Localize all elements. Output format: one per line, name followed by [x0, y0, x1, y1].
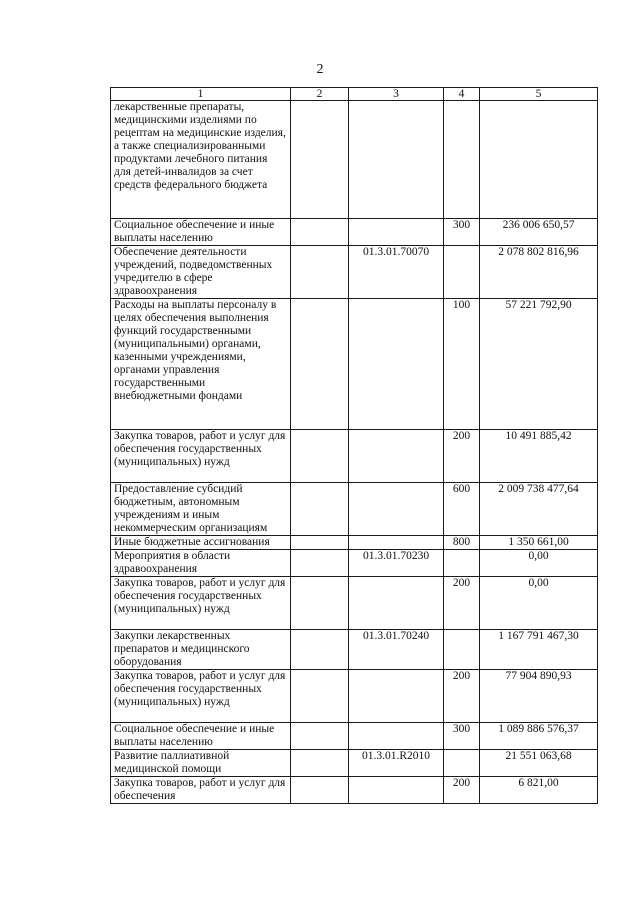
row-amount: 1 167 791 467,30 — [480, 630, 598, 670]
row-column-2 — [291, 630, 349, 670]
row-expense-type: 800 — [444, 536, 480, 550]
table-row — [111, 670, 598, 723]
row-target-code — [349, 777, 444, 804]
row-expense-type — [444, 101, 480, 219]
column-header-5: 5 — [480, 88, 598, 101]
row-amount: 1 350 661,00 — [480, 536, 598, 550]
row-amount: 0,00 — [480, 577, 598, 630]
row-name: Предоставление субсидий бюджетным, автономным учреждениям и иным некоммерческим организациям — [111, 483, 291, 536]
row-name: Закупка товаров, работ и услуг для обеспечения государственных (муниципальных) нужд — [111, 430, 291, 483]
row-amount: 0,00 — [480, 550, 598, 577]
table-body — [111, 101, 598, 804]
row-name: Закупка товаров, работ и услуг для обеспечения государственных (муниципальных) нужд — [111, 670, 291, 723]
row-name: Социальное обеспечение и иные выплаты населению — [111, 723, 291, 750]
row-amount: 77 904 890,93 — [480, 670, 598, 723]
row-amount: 2 009 738 477,64 — [480, 483, 598, 536]
row-name: Расходы на выплаты персоналу в целях обеспечения выполнения функций государственными (муниципальными) органами, казенными учреждениями, органами управления государственными внебюджетными фондами — [111, 299, 291, 430]
table-row — [111, 750, 598, 777]
row-amount: 236 006 650,57 — [480, 219, 598, 246]
table-header — [111, 88, 598, 101]
table-row — [111, 777, 598, 804]
row-amount: 10 491 885,42 — [480, 430, 598, 483]
table-row — [111, 536, 598, 550]
table-row — [111, 219, 598, 246]
table-row — [111, 577, 598, 630]
row-expense-type: 300 — [444, 219, 480, 246]
row-column-2 — [291, 550, 349, 577]
row-amount: 57 221 792,90 — [480, 299, 598, 430]
row-target-code — [349, 723, 444, 750]
table-row — [111, 101, 598, 219]
table-row — [111, 483, 598, 536]
row-column-2 — [291, 483, 349, 536]
row-column-2 — [291, 670, 349, 723]
row-target-code: 01.3.01.R2010 — [349, 750, 444, 777]
row-expense-type: 200 — [444, 577, 480, 630]
row-column-2 — [291, 750, 349, 777]
header-row — [111, 88, 598, 101]
row-target-code: 01.3.01.70240 — [349, 630, 444, 670]
row-column-2 — [291, 536, 349, 550]
row-target-code: 01.3.01.70230 — [349, 550, 444, 577]
row-name: лекарственные препараты, медицинскими изделиями по рецептам на медицинские изделия, а также специализированными продуктами лечебного питания для детей-инвалидов за счет средств федерального бюджета — [111, 101, 291, 219]
row-column-2 — [291, 219, 349, 246]
row-name: Социальное обеспечение и иные выплаты населению — [111, 219, 291, 246]
column-header-2: 2 — [291, 88, 349, 101]
row-name: Развитие паллиативной медицинской помощи — [111, 750, 291, 777]
row-amount: 6 821,00 — [480, 777, 598, 804]
row-expense-type: 100 — [444, 299, 480, 430]
row-column-2 — [291, 777, 349, 804]
row-name: Закупка товаров, работ и услуг для обеспечения государственных (муниципальных) нужд — [111, 577, 291, 630]
row-name: Закупки лекарственных препаратов и медицинского оборудования — [111, 630, 291, 670]
row-expense-type: 300 — [444, 723, 480, 750]
table-row — [111, 299, 598, 430]
row-name: Иные бюджетные ассигнования — [111, 536, 291, 550]
row-column-2 — [291, 246, 349, 299]
row-target-code — [349, 536, 444, 550]
column-header-4: 4 — [444, 88, 480, 101]
row-expense-type — [444, 630, 480, 670]
row-column-2 — [291, 723, 349, 750]
row-target-code — [349, 577, 444, 630]
row-expense-type — [444, 550, 480, 577]
row-expense-type: 200 — [444, 670, 480, 723]
table-row — [111, 246, 598, 299]
row-column-2 — [291, 101, 349, 219]
row-target-code — [349, 483, 444, 536]
row-target-code: 01.3.01.70070 — [349, 246, 444, 299]
row-expense-type: 200 — [444, 430, 480, 483]
row-target-code — [349, 219, 444, 246]
row-column-2 — [291, 299, 349, 430]
row-expense-type — [444, 246, 480, 299]
row-expense-type: 200 — [444, 777, 480, 804]
row-column-2 — [291, 430, 349, 483]
table-row — [111, 630, 598, 670]
row-name: Обеспечение деятельности учреждений, подведомственных учредителю в сфере здравоохранения — [111, 246, 291, 299]
table-row — [111, 550, 598, 577]
row-target-code — [349, 299, 444, 430]
row-name: Мероприятия в области здравоохранения — [111, 550, 291, 577]
row-amount: 21 551 063,68 — [480, 750, 598, 777]
row-target-code — [349, 101, 444, 219]
table-row — [111, 430, 598, 483]
row-expense-type — [444, 750, 480, 777]
row-amount — [480, 101, 598, 219]
row-column-2 — [291, 577, 349, 630]
row-name: Закупка товаров, работ и услуг для обеспечения — [111, 777, 291, 804]
column-header-1: 1 — [111, 88, 291, 101]
row-target-code — [349, 670, 444, 723]
column-header-3: 3 — [349, 88, 444, 101]
row-amount: 2 078 802 816,96 — [480, 246, 598, 299]
row-amount: 1 089 886 576,37 — [480, 723, 598, 750]
budget-table — [110, 87, 598, 804]
page-number: 2 — [316, 62, 324, 77]
table-row — [111, 723, 598, 750]
row-expense-type: 600 — [444, 483, 480, 536]
row-target-code — [349, 430, 444, 483]
